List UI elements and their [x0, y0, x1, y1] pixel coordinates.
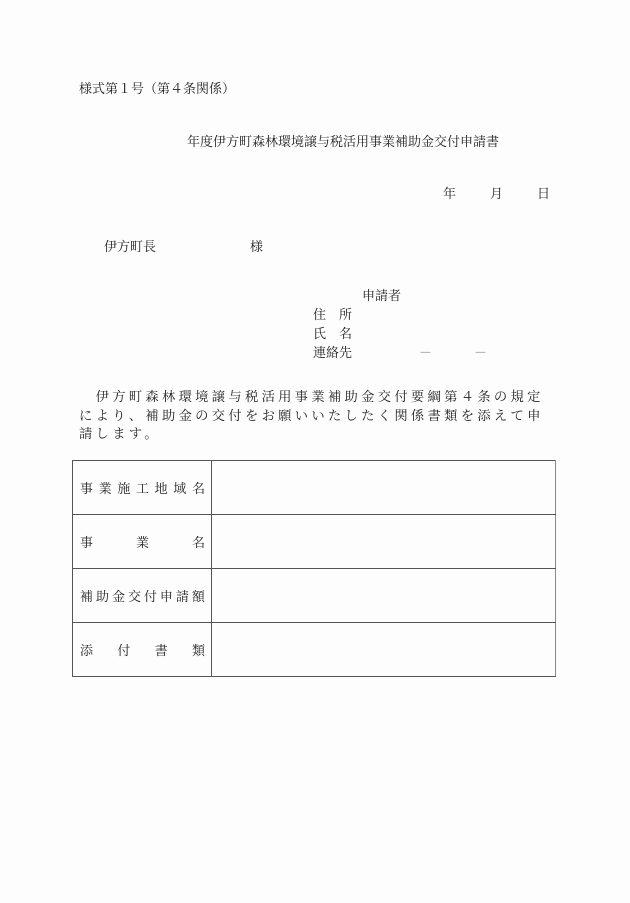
table-row — [73, 461, 556, 515]
name-label: 氏 名 — [313, 327, 353, 342]
row-label-attachments — [73, 623, 212, 677]
row-label-char: 交 — [127, 590, 141, 605]
row-label-char: 工 — [135, 482, 149, 497]
row-label-subsidy-amount — [73, 569, 212, 623]
row-label-char: 事 — [80, 536, 94, 551]
date-month: 月 — [490, 187, 504, 202]
table-row — [73, 515, 556, 569]
applicant-contact-row — [313, 344, 487, 363]
row-label-char: 地 — [154, 482, 168, 497]
row-label-char: 添 — [80, 644, 94, 659]
row-label-char: 事 — [80, 482, 94, 497]
value-attachments[interactable] — [212, 623, 556, 677]
contact-label: 連絡先 — [313, 346, 353, 361]
date-line — [443, 183, 550, 202]
row-label-project-area — [73, 461, 212, 515]
applicant-heading: 申請者 — [362, 289, 402, 304]
addressee-honorific: 様 — [250, 240, 264, 255]
applicant-address-row — [313, 306, 487, 325]
row-label-char: 名 — [191, 482, 205, 497]
contact-separator: － — [419, 346, 433, 361]
row-label-char: 業 — [98, 482, 112, 497]
body-paragraph: 伊方町森林環境譲与税活用事業補助金交付要綱第４条の規定により、補助金の交付をお願いいたしたく関係書類を添えて申請します。 — [79, 390, 544, 442]
row-label-char: 請 — [175, 590, 189, 605]
application-table — [72, 460, 556, 677]
row-label-char: 施 — [117, 482, 131, 497]
row-label-char: 書 — [154, 644, 168, 659]
row-label-char: 域 — [173, 482, 187, 497]
contact-separator: － — [474, 346, 488, 361]
form-number: 様式第１号（第４条関係） — [79, 82, 236, 97]
row-label-char: 金 — [111, 590, 125, 605]
row-label-char: 助 — [95, 590, 109, 605]
row-label-project-name — [73, 515, 212, 569]
row-label-char: 付 — [117, 644, 131, 659]
row-label-char: 補 — [80, 590, 94, 605]
addressee-name: 伊方町長 — [104, 240, 157, 255]
document-title: 年度伊方町森林環境譲与税活用事業補助金交付申請書 — [187, 135, 500, 150]
table-row — [73, 623, 556, 677]
row-label-char: 業 — [135, 536, 149, 551]
applicant-name-row — [313, 325, 487, 344]
applicant-block — [313, 287, 487, 363]
row-label-char: 名 — [191, 536, 205, 551]
value-subsidy-amount[interactable] — [212, 569, 556, 623]
value-project-area[interactable] — [212, 461, 556, 515]
date-year: 年 — [443, 187, 457, 202]
row-label-char: 付 — [143, 590, 157, 605]
row-label-char: 申 — [159, 590, 173, 605]
row-label-char: 額 — [191, 590, 205, 605]
row-label-char: 類 — [191, 644, 205, 659]
table-row — [73, 569, 556, 623]
address-label: 住 所 — [313, 308, 353, 323]
date-day: 日 — [537, 187, 551, 202]
value-project-name[interactable] — [212, 515, 556, 569]
